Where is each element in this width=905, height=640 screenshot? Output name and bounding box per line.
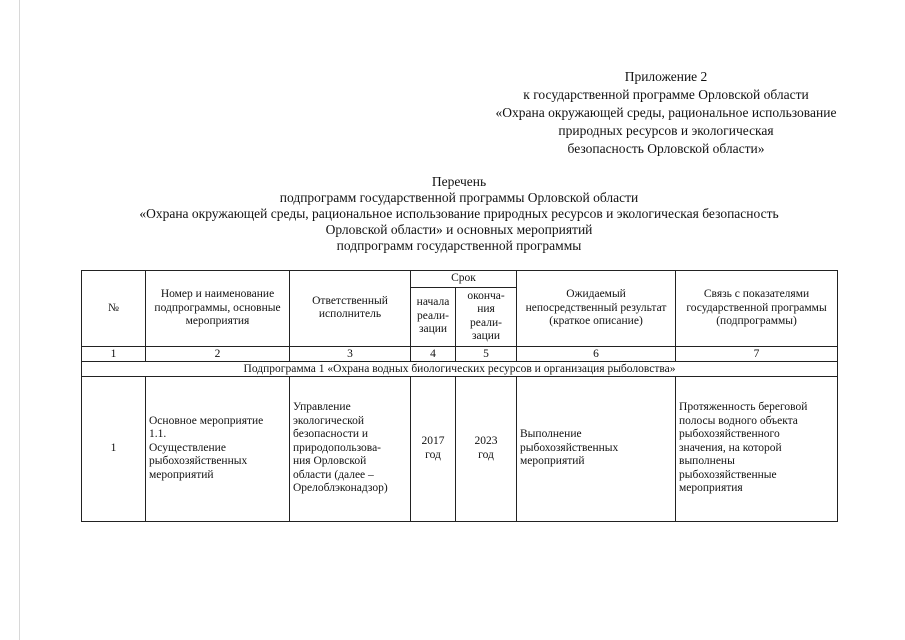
title-line: подпрограмм государственной программы Орловской области <box>279 190 639 205</box>
header-term: Срок <box>411 271 517 288</box>
row-num: 1 <box>82 376 146 521</box>
header-term-start: начала реали- зации <box>411 287 456 346</box>
column-number: 3 <box>290 346 411 361</box>
header-name: Номер и наименование подпрограммы, основные мероприятия <box>146 271 290 347</box>
title-line: «Охрана окружающей среды, рациональное использование природных ресурсов и экологическая безопасность <box>139 206 779 221</box>
appendix-line: безопасность Орловской области» <box>567 141 765 156</box>
subprogram-title: Подпрограмма 1 «Охрана водных биологических ресурсов и организация рыболовства» <box>82 361 838 376</box>
header-link: Связь с показателями государственной программы (подпрограммы) <box>676 271 838 347</box>
subprogram-row <box>82 361 838 376</box>
column-number: 6 <box>517 346 676 361</box>
column-number: 4 <box>411 346 456 361</box>
column-number: 5 <box>456 346 517 361</box>
scan-edge-line <box>19 0 20 640</box>
row-start: 2017 год <box>411 376 456 521</box>
row-end: 2023 год <box>456 376 517 521</box>
document-title <box>80 174 838 254</box>
title-line: подпрограмм государственной программы <box>336 238 582 253</box>
row-name: Основное мероприятие 1.1. Осуществление рыбохозяйственных мероприятий <box>146 376 290 521</box>
subprograms-table <box>81 270 838 522</box>
table-row <box>82 376 838 521</box>
title-line: Орловской области» и основных мероприятий <box>325 222 593 237</box>
header-executor: Ответственный исполнитель <box>290 271 411 347</box>
column-number: 7 <box>676 346 838 361</box>
appendix-line: «Охрана окружающей среды, рациональное использование <box>495 105 837 120</box>
row-result: Выполнение рыбохозяйственных мероприятий <box>517 376 676 521</box>
header-row <box>82 271 838 288</box>
header-num: № <box>82 271 146 347</box>
appendix-line: природных ресурсов и экологическая <box>558 123 774 138</box>
appendix-line: Приложение 2 <box>624 69 708 84</box>
row-link: Протяженность береговой полосы водного объекта рыбохозяйственного значения, на которой выполнены рыбохозяйственные мероприятия <box>676 376 838 521</box>
row-executor: Управление экологической безопасности и природопользова- ния Орловской области (далее – Орелоблэконадзор) <box>290 376 411 521</box>
header-term-end: оконча- ния реали- зации <box>456 287 517 346</box>
column-number: 1 <box>82 346 146 361</box>
appendix-line: к государственной программе Орловской области <box>523 87 809 102</box>
title-line: Перечень <box>431 174 487 189</box>
header-result: Ожидаемый непосредственный результат (краткое описание) <box>517 271 676 347</box>
column-number-row <box>82 346 838 361</box>
appendix-header <box>470 68 862 158</box>
column-number: 2 <box>146 346 290 361</box>
